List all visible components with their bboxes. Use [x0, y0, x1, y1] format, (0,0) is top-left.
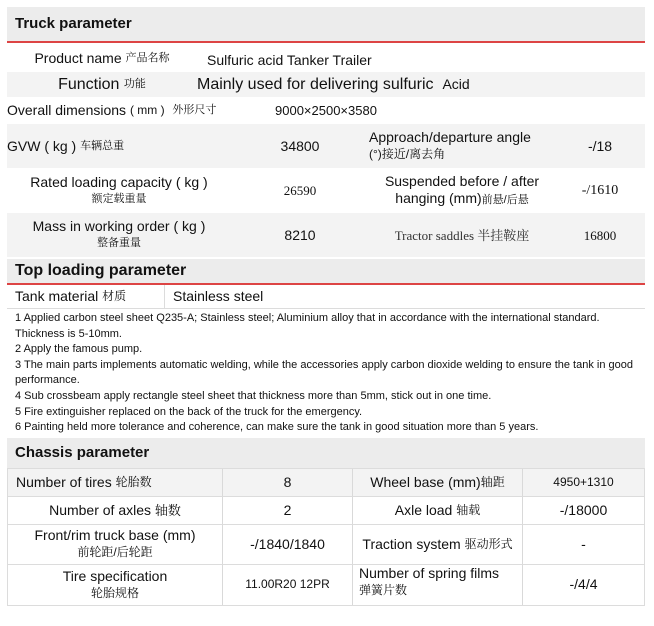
function-label-zh: 功能 — [123, 78, 146, 90]
note-item: 4 Sub crossbeam apply rectangle steel sheet that thickness more than 5mm, stick out in one time. — [15, 389, 492, 402]
function-value — [197, 72, 645, 97]
suspended-label-en: Suspended before / after — [384, 172, 540, 189]
gvw-label-en: GVW ( kg ) — [7, 137, 77, 154]
tractor-saddles-value: 16800 — [583, 227, 617, 243]
rated-capacity-label — [7, 168, 231, 213]
tractor-saddles-label — [369, 213, 555, 257]
spec-sheet — [7, 7, 645, 606]
rated-capacity-value: 26590 — [283, 183, 317, 198]
product-name-label — [7, 43, 197, 72]
gvw-value: 34800 — [280, 137, 320, 154]
chassis-left-label-zh: 轴数 — [154, 502, 181, 518]
tractor-saddles-label-zh: 半挂鞍座 — [477, 227, 530, 243]
chassis-row — [8, 525, 644, 565]
dimensions-label-unit: ( mm ) — [129, 103, 165, 117]
chassis-right-label — [352, 565, 522, 605]
note-item: 5 Fire extinguisher replaced on the back of the truck for the emergency. — [15, 405, 363, 418]
dimensions-row — [7, 97, 645, 124]
chassis-left-label-en: Number of axles — [49, 501, 152, 518]
gvw-label — [7, 124, 231, 168]
tank-material-label — [7, 285, 165, 308]
suspended-label — [369, 168, 555, 213]
top-loading-heading: Top loading parameter — [7, 259, 645, 285]
note-item: 2 Apply the famous pump. — [15, 343, 143, 356]
approach-angle-label-zh: (°)接近/离去角 — [369, 147, 446, 161]
suspended-label-zh: 前悬/后悬 — [481, 193, 529, 206]
chassis-left-label-zh: 轮胎规格 — [90, 585, 139, 600]
dimensions-label-en: Overall dimensions — [7, 102, 127, 118]
rated-capacity-row — [7, 168, 645, 213]
gvw-row — [7, 124, 645, 168]
tractor-saddles-label-en: Tractor saddles — [394, 227, 475, 243]
chassis-right-label-en: Axle load — [394, 501, 453, 518]
chassis-left-label-en: Front/rim truck base (mm) — [34, 527, 196, 544]
note-item: 6 Painting held more tolerance and coherence, can make sure the tank in good situation more than 5 years. — [15, 421, 539, 434]
chassis-left-value: -/1840/1840 — [222, 525, 352, 565]
tank-material-label-en: Tank material — [15, 288, 99, 304]
tank-material-row — [7, 285, 645, 309]
mass-label-zh: 整备重量 — [97, 237, 141, 249]
chassis-left-label-en: Number of tires — [16, 473, 112, 490]
note-item: 1 Applied carbon steel sheet Q235-A; Stainless steel; Aluminium alloy that in accordance with the international standard. Thickness is 5-10mm. — [15, 312, 600, 340]
chassis-right-value: -/18000 — [522, 497, 644, 525]
chassis-right-value: -/4/4 — [522, 565, 644, 605]
function-value-main: Mainly used for delivering sulfuric — [197, 76, 434, 93]
chassis-left-label — [8, 525, 222, 565]
chassis-right-label-zh: 轴距 — [480, 474, 505, 489]
chassis-table — [7, 468, 645, 606]
chassis-right-value: - — [522, 525, 644, 565]
chassis-left-label — [8, 469, 222, 497]
dimensions-label — [7, 97, 275, 124]
gvw-label-zh: 车辆总重 — [80, 139, 125, 152]
chassis-right-label — [352, 469, 522, 497]
chassis-right-label — [352, 497, 522, 525]
chassis-right-label-en: Traction system — [362, 535, 461, 552]
rated-capacity-label-en: Rated loading capacity ( kg ) — [30, 173, 208, 190]
chassis-left-value: 2 — [222, 497, 352, 525]
mass-label — [7, 213, 231, 257]
chassis-right-label-en: Wheel base (mm) — [370, 473, 481, 490]
function-label-en: Function — [58, 76, 120, 93]
truck-parameter-heading: Truck parameter — [7, 7, 645, 43]
chassis-row — [8, 469, 644, 497]
function-row — [7, 72, 645, 97]
mass-row — [7, 213, 645, 257]
chassis-left-value: 8 — [222, 469, 352, 497]
product-name-label-en: Product name — [34, 50, 122, 66]
chassis-left-label — [8, 565, 222, 605]
chassis-right-value: 4950+1310 — [522, 469, 644, 497]
chassis-left-value: 11.00R20 12PR — [222, 565, 352, 605]
mass-label-en: Mass in working order ( kg ) — [32, 218, 206, 234]
product-name-row — [7, 43, 645, 72]
suspended-label-en2: hanging (mm) — [395, 189, 482, 206]
suspended-value: -/1610 — [581, 183, 619, 198]
chassis-right-label-en: Number of spring films — [359, 564, 500, 581]
chassis-heading: Chassis parameter — [7, 438, 645, 468]
dimensions-label-zh: 外形尺寸 — [172, 104, 217, 116]
chassis-right-label — [352, 525, 522, 565]
chassis-left-label — [8, 497, 222, 525]
approach-angle-label-en: Approach/departure angle — [369, 129, 531, 145]
top-loading-notes — [7, 309, 645, 438]
chassis-right-label-zh: 驱动形式 — [464, 536, 513, 551]
function-value-tail: Acid — [442, 76, 470, 92]
product-name-value: Sulfuric acid Tanker Trailer — [207, 52, 372, 68]
chassis-left-label-en: Tire specification — [62, 567, 168, 584]
tank-material-label-zh: 材质 — [102, 289, 127, 303]
approach-angle-value: -/18 — [587, 137, 613, 154]
tank-material-value: Stainless steel — [173, 288, 264, 304]
chassis-row — [8, 497, 644, 525]
rated-capacity-label-zh: 额定载重量 — [91, 192, 147, 205]
product-name-label-zh: 产品名称 — [125, 52, 170, 64]
note-item: 3 The main parts implements automatic welding, while the accessories apply carbon dioxide welding to ensure the tank in good performance. — [15, 358, 633, 387]
dimensions-value: 9000×2500×3580 — [275, 103, 377, 118]
function-label — [7, 72, 197, 97]
approach-angle-label — [369, 124, 555, 168]
chassis-right-label-zh: 弹簧片数 — [359, 582, 408, 597]
chassis-left-label-zh: 轮胎数 — [115, 474, 152, 489]
chassis-left-label-zh: 前轮距/后轮距 — [77, 545, 153, 560]
chassis-right-label-zh: 轴载 — [456, 502, 481, 517]
mass-value: 8210 — [284, 226, 316, 243]
chassis-row — [8, 565, 644, 605]
